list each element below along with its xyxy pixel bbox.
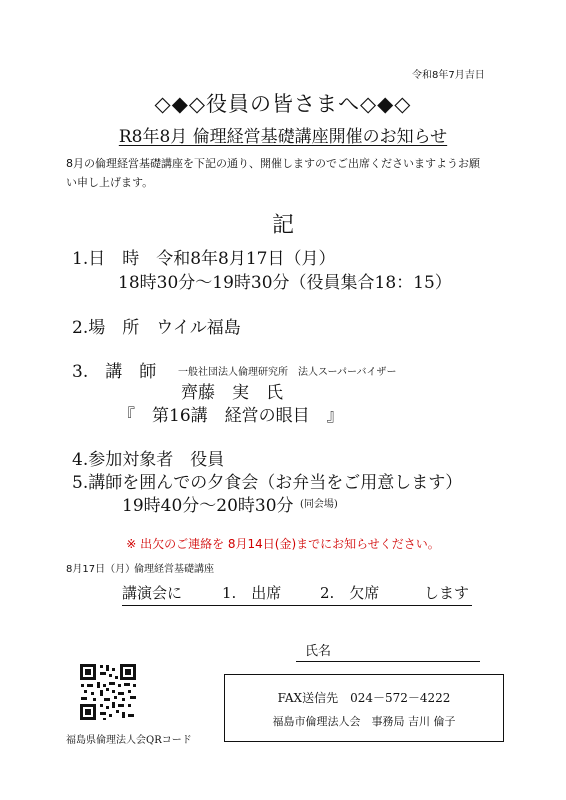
intro-text: 8月の倫理経営基礎講座を下記の通り、開催しますのでご出席くださいますようお願い申し上げます。 xyxy=(66,157,480,189)
attendance-response xyxy=(122,582,472,606)
item-place: 2.場 所 ウイル福島 xyxy=(72,318,241,338)
attend-option[interactable]: 1. 出席 xyxy=(222,584,282,602)
page-subtitle: R8年8月 倫理経営基礎講座開催のお知らせ xyxy=(118,127,448,147)
name-label: 氏名 xyxy=(305,644,332,659)
issue-date: 令和8年7月吉日 xyxy=(412,70,485,81)
reply-title: 倫理経営基礎講座 xyxy=(134,564,214,575)
deadline-notice: ※ 出欠のご連絡を 8月14日(金)までにお知らせください。 xyxy=(126,537,440,551)
reply-date: 8月17日（月） xyxy=(66,564,136,575)
office-contact: 福島市倫理法人会 事務局 吉川 倫子 xyxy=(272,715,456,728)
fax-contact-box xyxy=(224,674,504,742)
item-time: 18時30分～19時30分（役員集合18：15） xyxy=(118,273,452,293)
qr-code-icon[interactable] xyxy=(78,662,138,722)
name-field[interactable] xyxy=(296,661,480,662)
fax-number: FAX送信先 024－572－4222 xyxy=(277,691,451,705)
ki-heading: 記 xyxy=(271,213,294,238)
item-dinner-time: 19時40分～20時30分 xyxy=(122,496,294,516)
item-lecturer-org: 一般社団法人倫理研究所 法人スーパーバイザー xyxy=(178,367,397,378)
item-date: 1.日 時 令和8年8月17日（月） xyxy=(72,249,336,269)
response-suffix: します xyxy=(424,584,470,602)
item-target: 4.参加対象者 役員 xyxy=(72,450,225,470)
item-lecture-title: 『 第16講 経営の眼目 』 xyxy=(118,406,344,426)
absent-option[interactable]: 2. 欠席 xyxy=(320,584,380,602)
qr-caption: 福島県倫理法人会QRコード xyxy=(66,735,192,746)
page-headline: ◇◆◇役員の皆さまへ◇◆◇ xyxy=(154,92,412,116)
item-dinner-note: (同会場) xyxy=(300,499,338,510)
item-dinner: 5.講師を囲んでの夕食会（お弁当をご用意します） xyxy=(72,473,463,493)
item-lecturer-label: 3. 講 師 xyxy=(72,362,157,382)
response-prefix: 講演会に xyxy=(122,584,183,602)
item-lecturer-name: 齊藤 実 氏 xyxy=(181,383,283,403)
